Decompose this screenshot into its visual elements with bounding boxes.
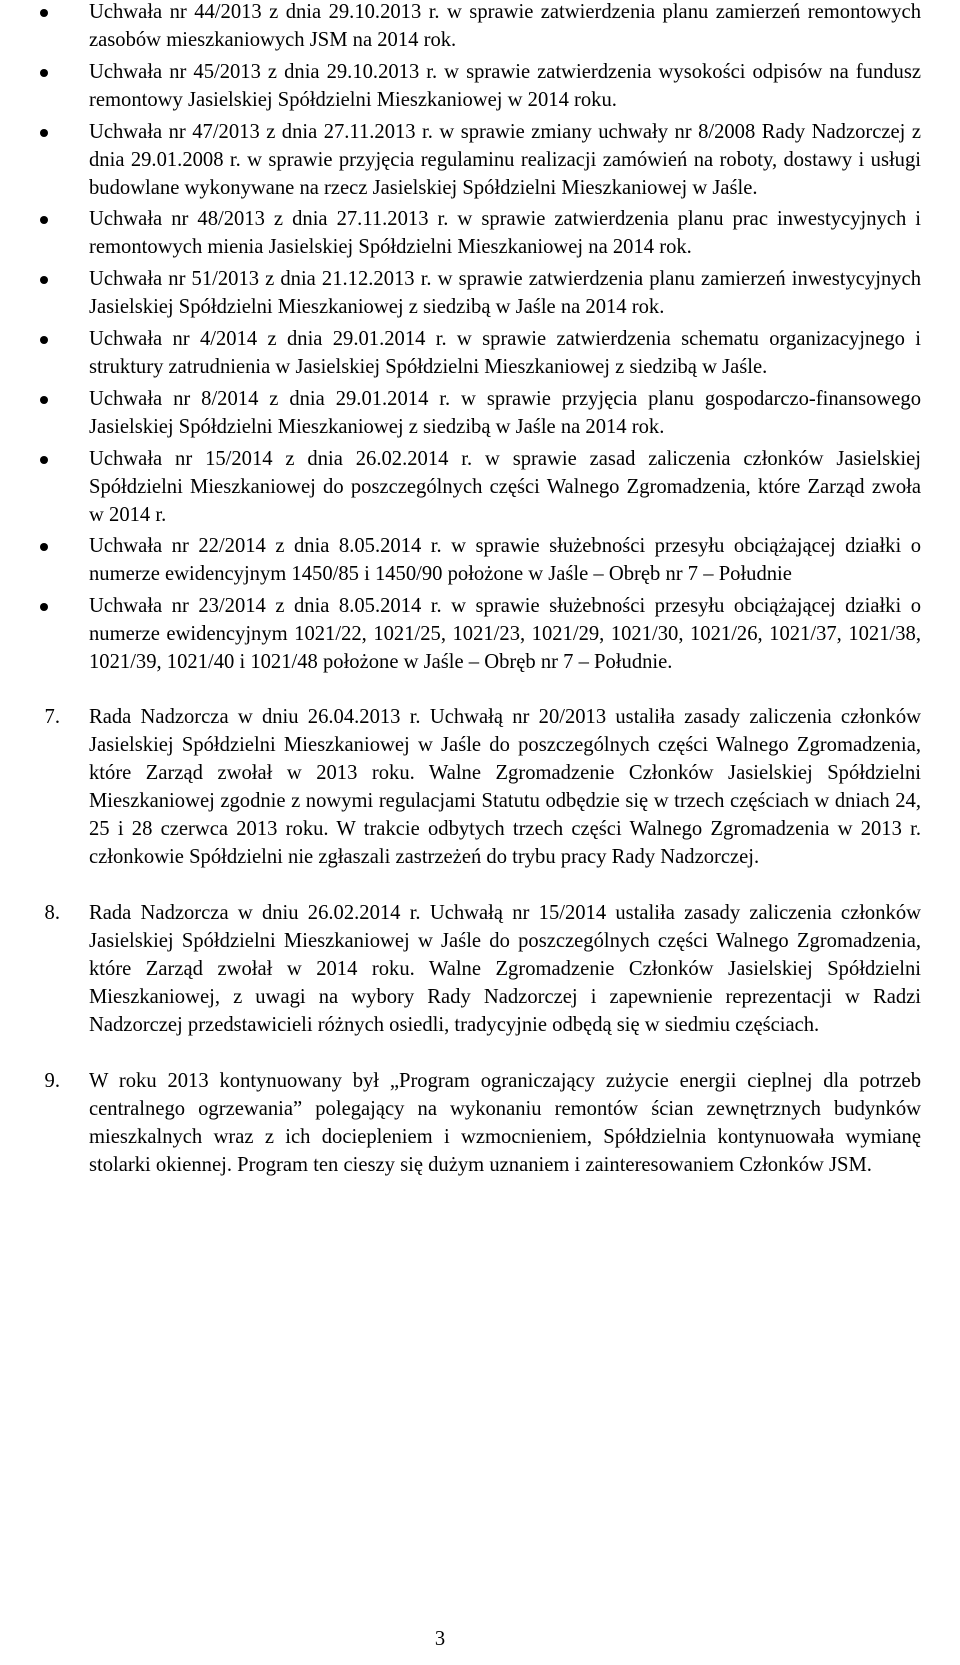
page-number: 3 bbox=[434, 1628, 446, 1650]
list-item-text: Uchwała nr 44/2013 z dnia 29.10.2013 r. w sprawie zatwierdzenia planu zamierzeń remontowych zasobów mieszkaniowych JSM na 2014 rok. bbox=[89, 1, 921, 51]
list-item bbox=[89, 385, 921, 441]
list-item bbox=[89, 445, 921, 529]
bullet-icon bbox=[40, 276, 48, 284]
section-text: Rada Nadzorcza w dniu 26.04.2013 r. Uchwałą nr 20/2013 ustaliła zasady zaliczenia członków Jasielskiej Spółdzielni Mieszkaniowej w Jaśle do poszczególnych części Walnego Zgromadzenia, które Zarząd zwołał w 2013 roku. Walne Zgromadzenie Członków Jasielskiej Spółdzielni Mieszkaniowej zgodnie z nowymi regulacjami Statutu odbędzie się w trzech częściach w dniach 24, 25 i 28 czerwca 2013 roku. W trakcie odbytych trzech części Walnego Zgromadzenia w 2013 r. członkowie Spółdzielni nie zgłaszali zastrzeżeń do trybu pracy Rady Nadzorczej. bbox=[89, 706, 921, 869]
list-item-text: Uchwała nr 45/2013 z dnia 29.10.2013 r. w sprawie zatwierdzenia wysokości odpisów na fundusz remontowy Jasielskiej Spółdzielni Mieszkaniowej w 2014 roku. bbox=[89, 60, 921, 111]
list-item bbox=[89, 118, 921, 202]
list-item-text: Uchwała nr 4/2014 z dnia 29.01.2014 r. w sprawie zatwierdzenia schematu organizacyjnego i struktury zatrudnienia w Jasielskiej Spółdzielni Mieszkaniowej z siedzibą w Jaśle. bbox=[89, 327, 921, 378]
bullet-icon bbox=[40, 543, 48, 551]
list-item-text: Uchwała nr 15/2014 z dnia 26.02.2014 r. w sprawie zasad zaliczenia członków Jasielskiej Spółdzielni Mieszkaniowej do poszczególnych części Walnego Zgromadzenia, które Zarząd zwoła w 2014 r. bbox=[89, 447, 921, 526]
list-item bbox=[89, 265, 921, 321]
section-text: W roku 2013 kontynuowany był „Program ograniczający zużycie energii cieplnej dla potrzeb centralnego ogrzewania” polegający na wykonaniu remontów ścian zewnętrznych budynków mieszkalnych wraz z ich dociepleniem i wzmocnieniem, Spółdzielnia kontynuowała wymianę stolarki okiennej. Program ten cieszy się dużym uznaniem i zainteresowaniem Członków JSM. bbox=[89, 1070, 921, 1177]
list-item-text: Uchwała nr 8/2014 z dnia 29.01.2014 r. w sprawie przyjęcia planu gospodarczo-finansowego Jasielskiej Spółdzielni Mieszkaniowej z siedzibą w Jaśle na 2014 rok. bbox=[89, 387, 921, 438]
bullet-icon bbox=[40, 216, 48, 224]
section-8 bbox=[44, 899, 921, 1039]
list-item-text: Uchwała nr 48/2013 z dnia 27.11.2013 r. w sprawie zatwierdzenia planu prac inwestycyjnych i remontowych mienia Jasielskiej Spółdzielni Mieszkaniowej na 2014 rok. bbox=[89, 208, 921, 259]
resolutions-list bbox=[89, 0, 921, 676]
bullet-icon bbox=[40, 129, 48, 137]
bullet-icon bbox=[40, 69, 48, 77]
section-number: 9. bbox=[44, 1070, 60, 1093]
list-item bbox=[89, 592, 921, 676]
list-item-text: Uchwała nr 47/2013 z dnia 27.11.2013 r. w sprawie zmiany uchwały nr 8/2008 Rady Nadzorczej z dnia 29.01.2008 r. w sprawie przyjęcia regulaminu realizacji zamówień na roboty, dostawy i usługi budowlane wykonywane na rzecz Jasielskiej Spółdzielni Mieszkaniowej w Jaśle. bbox=[89, 120, 921, 199]
bullet-icon bbox=[40, 456, 48, 464]
list-item bbox=[89, 325, 921, 381]
section-number: 8. bbox=[44, 902, 60, 925]
document-body bbox=[44, 0, 921, 1179]
section-9 bbox=[44, 1067, 921, 1179]
bullet-icon bbox=[40, 396, 48, 404]
bullet-icon bbox=[40, 603, 48, 611]
list-item bbox=[89, 58, 921, 114]
section-7 bbox=[44, 703, 921, 871]
list-item bbox=[89, 0, 921, 54]
bullet-icon bbox=[40, 336, 48, 344]
list-item bbox=[89, 205, 921, 261]
list-item-text: Uchwała nr 51/2013 z dnia 21.12.2013 r. w sprawie zatwierdzenia planu zamierzeń inwestycyjnych Jasielskiej Spółdzielni Mieszkaniowej z siedzibą w Jaśle na 2014 rok. bbox=[89, 268, 921, 319]
bullet-icon bbox=[40, 9, 48, 17]
section-number: 7. bbox=[44, 706, 60, 729]
section-text: Rada Nadzorcza w dniu 26.02.2014 r. Uchwałą nr 15/2014 ustaliła zasady zaliczenia członków Jasielskiej Spółdzielni Mieszkaniowej w Jaśle do poszczególnych części Walnego Zgromadzenia, które Zarząd zwołał w 2014 roku. Walne Zgromadzenie Członków Jasielskiej Spółdzielni Mieszkaniowej, z uwagi na wybory Rady Nadzorczej i zapewnienie reprezentacji w Radzi Nadzorczej przedstawicieli różnych osiedli, tradycyjnie odbędą się w siedmiu częściach. bbox=[89, 902, 921, 1037]
list-item-text: Uchwała nr 23/2014 z dnia 8.05.2014 r. w sprawie służebności przesyłu obciążającej działki o numerze ewidencyjnym 1021/22, 1021/25, 1021/23, 1021/29, 1021/30, 1021/26, 1021/37, 1021/38, 1021/39, 1021/40 i 1021/48 położone w Jaśle – Obręb nr 7 – Południe. bbox=[89, 595, 921, 674]
list-item bbox=[89, 532, 921, 588]
list-item-text: Uchwała nr 22/2014 z dnia 8.05.2014 r. w sprawie służebności przesyłu obciążającej działki o numerze ewidencyjnym 1450/85 i 1450/90 położone w Jaśle – Obręb nr 7 – Południe bbox=[89, 535, 921, 586]
